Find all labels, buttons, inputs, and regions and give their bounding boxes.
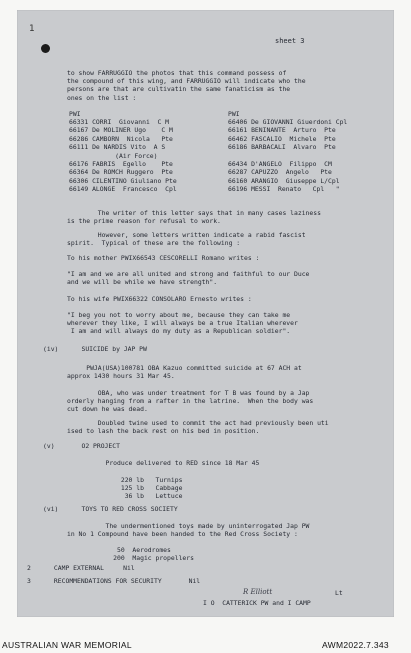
pw-row: 66167 De MOLINER Ugo C M: [69, 126, 173, 135]
pw-row: 66149 ALONGE Francesco Cpl: [69, 185, 177, 194]
letter-recipient: To his mother PWIX66543 CESCORELLI Romano writes :: [67, 254, 260, 262]
produce-item: 220 lb Turnips: [67, 476, 183, 484]
paragraph-line: cut down he was dead.: [67, 405, 148, 414]
signature: R Elliott: [243, 588, 273, 596]
quote-line: "I beg you not to worry about me, because they can take me: [67, 311, 291, 319]
pw-row: 66176 FABRIS Egello Pte: [69, 160, 173, 168]
paragraph-line: However, some letters written indicate a rabid fascist: [67, 231, 306, 239]
intro-line: to show FARRUGGIO the photos that this command possess of: [67, 69, 287, 77]
pw-row: (Air Force): [69, 151, 158, 160]
section-heading: (vi) TOYS TO RED CROSS SOCIETY: [43, 505, 178, 513]
pw-row: 66406 De GIOVANNI Giuerdoni Cpl: [228, 118, 348, 126]
document-page: [17, 10, 394, 617]
pw-row: 66306 CILENTINO Giuliano Pte: [69, 176, 177, 185]
pw-row: 66161 BENINANTE Arturo Pte: [228, 126, 336, 135]
pw-row: 66462 FASCALIO Michele Pte: [228, 134, 336, 143]
produce-item: 36 lb Lettuce: [67, 492, 183, 501]
pw-row: 66186 BARBACALI Alvaro Pte: [228, 143, 336, 152]
intro-line: the compound of this wing, and FARRUGGIO will indicate who the: [67, 77, 306, 86]
accession-number: AWM2022.7.343: [322, 640, 389, 650]
pw-row: 66196 MESSI Renato Cpl ": [228, 185, 340, 194]
collection-caption: AUSTRALIAN WAR MEMORIAL: [2, 640, 132, 650]
sheet-label: sheet 3: [275, 37, 305, 45]
numbered-item: 3 RECOMMENDATIONS FOR SECURITY Nil: [27, 577, 201, 585]
paragraph-line: in No 1 Compound have been handed to the Red Cross Society :: [67, 530, 298, 539]
pencil-mark: 1: [29, 24, 35, 34]
toy-item: 200 Magic propellers: [67, 554, 194, 563]
signature-rank: Lt: [335, 589, 343, 597]
numbered-item: 2 CAMP EXTERNAL Nil: [27, 564, 135, 572]
pw-row: 66434 D'ANGELO Filippo CM: [228, 160, 332, 168]
quote-line: I am and will always do my duty as a Republican soldier".: [67, 327, 291, 336]
paragraph-line: orderly hanging from a rafter in the latrine. When the body was: [67, 397, 314, 406]
paragraph-line: Produce delivered to RED since 18 Mar 45: [67, 459, 260, 467]
paragraph-line: approx 1430 hours 31 Mar 45.: [67, 372, 175, 381]
paragraph-line: OBA, who was under treatment for T B was found by a Jap: [67, 389, 310, 397]
paragraph-line: is the prime reason for refusal to work.: [67, 217, 221, 226]
pw-row: 66364 De ROMCH Ruggero Pte: [69, 168, 173, 177]
toy-item: 50 Aerodromes: [67, 546, 171, 554]
paragraph-line: ised to lash the back rest on his bed in position.: [67, 427, 260, 436]
pw-row: 66287 CAPUZZO Angelo Pte: [228, 168, 332, 177]
section-heading: (iv) SUICIDE by JAP PW: [43, 345, 147, 353]
signature-line: I O CATTERICK PW and I CAMP: [203, 599, 311, 607]
letter-recipient: To his wife PWIX66322 CONSOLARO Ernesto writes :: [67, 295, 252, 303]
pw-row: 66160 ARANGIO Giuseppe L/Cpl: [228, 176, 340, 185]
pw-row: 66331 CORRI Giovanni C M: [69, 118, 170, 126]
paragraph-line: PWJA(USA)100781 OBA Kazuo committed suicide at 67 ACH at: [67, 364, 302, 372]
pw-row: 66111 De NARDIS Vito A S: [69, 143, 166, 152]
intro-line: ones on the list :: [67, 93, 137, 102]
section-heading: (v) O2 PROJECT: [43, 442, 120, 450]
paragraph-line: spirit. Typical of these are the following :: [67, 239, 241, 248]
quote-line: "I am and we are all united and strong and faithful to our Duce: [67, 270, 310, 278]
quote-line: wherever they like, I will always be a true Italian wherever: [67, 319, 298, 328]
quote-line: and we will be while we have strength".: [67, 278, 218, 287]
pw-row: 66286 CAMBORN Nicola Pte: [69, 134, 173, 143]
punch-hole: [41, 44, 50, 53]
paragraph-line: Doubled twine used to commit the act had previously been uti: [67, 419, 329, 427]
column-header-left: PWI: [69, 110, 81, 118]
produce-item: 125 lb Cabbage: [67, 484, 183, 493]
paragraph-line: The writer of this letter says that in many cases laziness: [67, 209, 321, 217]
column-header-right: PWI: [228, 110, 240, 118]
paragraph-line: The undermentioned toys made by uninterrogated Jap PW: [67, 522, 310, 530]
intro-line: persons are that are cultivatin the same fanaticism as the: [67, 85, 291, 94]
